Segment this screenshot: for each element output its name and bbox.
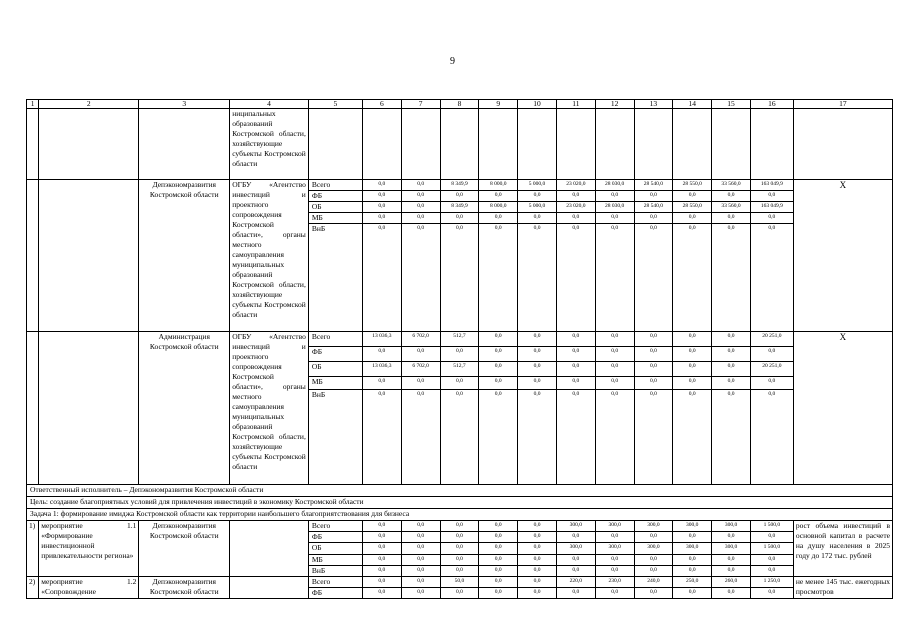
value-cell: 8 000,0 (479, 202, 518, 213)
value-cell: 23 020,0 (556, 180, 595, 191)
header-row (27, 100, 893, 109)
value-cell: 0,0 (362, 224, 401, 332)
value-cell: 0,0 (595, 191, 634, 202)
value-cell: 163 049,9 (750, 180, 793, 191)
value-cell: 28 030,0 (595, 202, 634, 213)
responsible-row-text: Ответственный исполнитель – Депэкономразвития Костромской области (27, 485, 893, 497)
value-cell: 5 000,0 (518, 180, 557, 191)
value-cell: 0,0 (750, 588, 793, 599)
value-cell: 33 560,0 (712, 180, 751, 191)
measure-name-cell: мероприятие 1.2 «Сопровождение (39, 577, 139, 599)
col-header: 13 (634, 100, 673, 109)
value-cell: 0,0 (634, 390, 673, 485)
value-cell: 28 540,0 (634, 202, 673, 213)
value-cell: 0,0 (362, 555, 401, 566)
value-cell: 0,0 (518, 577, 557, 588)
row-number (27, 332, 39, 485)
value-cell: 0,0 (712, 362, 751, 377)
value-cell: 0,0 (595, 362, 634, 377)
value-cell: 300,0 (595, 543, 634, 555)
value-cell: 0,0 (479, 191, 518, 202)
responsible-cell: Администрация Костромской области (139, 332, 230, 485)
value-cell: 28 030,0 (595, 180, 634, 191)
value-cell: 0,0 (518, 390, 557, 485)
value-cell: 0,0 (479, 347, 518, 362)
value-cell: 0,0 (634, 566, 673, 577)
value-cell: 8 000,0 (479, 180, 518, 191)
value-cell: 0,0 (401, 390, 440, 485)
value-cell: 512,7 (440, 362, 479, 377)
value-cell: 0,0 (712, 332, 751, 347)
value-cell: 0,0 (712, 377, 751, 390)
col-header: 9 (479, 100, 518, 109)
funding-row (27, 180, 893, 191)
value-cell: 0,0 (673, 588, 712, 599)
value-cell: 0,0 (401, 347, 440, 362)
col-header: 15 (712, 100, 751, 109)
value-cell: 0,0 (440, 224, 479, 332)
value-cell: 0,0 (401, 213, 440, 224)
value-cell: 0,0 (712, 532, 751, 543)
value-cell: 8 349,9 (440, 202, 479, 213)
funding-row (27, 577, 893, 588)
funding-source: ФБ (308, 532, 362, 543)
value-cell: 0,0 (712, 588, 751, 599)
cell (27, 109, 39, 180)
value-cell: 300,0 (712, 521, 751, 532)
value-cell: 0,0 (634, 532, 673, 543)
funding-source: МБ (308, 377, 362, 390)
value-cell: 0,0 (556, 332, 595, 347)
value-cell: 8 349,9 (440, 180, 479, 191)
cell (712, 109, 751, 180)
value-cell: 33 560,0 (712, 202, 751, 213)
value-cell: 163 049,9 (750, 202, 793, 213)
value-cell: 0,0 (362, 191, 401, 202)
result-cell: рост объема инвестиций в основной капитал в расчете на душу населения в 2025 году до 172 тыс. рублей (793, 521, 892, 577)
value-cell: 0,0 (440, 390, 479, 485)
value-cell: 0,0 (712, 224, 751, 332)
value-cell: 13 036,3 (362, 332, 401, 347)
value-cell: 0,0 (518, 332, 557, 347)
executor-cell: ОГБУ «Агентство инвестиций и проектного сопровождения Костромской области», органы местного самоуправления муниципальных образований Костромской области, хозяйствующие субъекты Костромской области (230, 332, 309, 485)
value-cell: 300,0 (673, 521, 712, 532)
value-cell: 0,0 (556, 347, 595, 362)
value-cell: 0,0 (673, 555, 712, 566)
value-cell: 0,0 (479, 566, 518, 577)
value-cell: 0,0 (401, 555, 440, 566)
measure-name-cell (39, 180, 139, 332)
value-cell: 0,0 (401, 202, 440, 213)
value-cell: 0,0 (712, 191, 751, 202)
value-cell: 0,0 (750, 555, 793, 566)
col-header: 2 (39, 100, 139, 109)
value-cell: 0,0 (750, 213, 793, 224)
value-cell: 0,0 (518, 555, 557, 566)
value-cell: 5 000,0 (518, 202, 557, 213)
value-cell: 0,0 (634, 213, 673, 224)
value-cell: 0,0 (401, 224, 440, 332)
value-cell: 0,0 (401, 577, 440, 588)
value-cell: 0,0 (362, 588, 401, 599)
cell (39, 109, 139, 180)
value-cell: 0,0 (479, 390, 518, 485)
col-header: 11 (556, 100, 595, 109)
value-cell: 300,0 (556, 521, 595, 532)
cell (440, 109, 479, 180)
value-cell: 0,0 (440, 347, 479, 362)
value-cell: 0,0 (518, 213, 557, 224)
value-cell: 260,0 (712, 577, 751, 588)
value-cell: 300,0 (673, 543, 712, 555)
col-header: 16 (750, 100, 793, 109)
value-cell: 0,0 (362, 390, 401, 485)
value-cell: 0,0 (595, 532, 634, 543)
value-cell: 0,0 (556, 566, 595, 577)
funding-source: ОБ (308, 543, 362, 555)
value-cell: 300,0 (712, 543, 751, 555)
value-cell: 300,0 (634, 543, 673, 555)
task-row (27, 509, 893, 521)
value-cell: 0,0 (479, 577, 518, 588)
value-cell: 20 251,0 (750, 332, 793, 347)
value-cell: 0,0 (634, 588, 673, 599)
value-cell: 0,0 (440, 555, 479, 566)
value-cell: 0,0 (595, 390, 634, 485)
value-cell: 0,0 (556, 532, 595, 543)
value-cell: 0,0 (401, 191, 440, 202)
funding-row (27, 332, 893, 347)
value-cell: 0,0 (712, 566, 751, 577)
value-cell: 0,0 (401, 180, 440, 191)
value-cell: 0,0 (479, 362, 518, 377)
value-cell: 0,0 (401, 543, 440, 555)
value-cell: 0,0 (556, 213, 595, 224)
value-cell: 0,0 (362, 566, 401, 577)
value-cell: 0,0 (440, 532, 479, 543)
value-cell: 0,0 (595, 588, 634, 599)
responsible-row (27, 485, 893, 497)
value-cell: 0,0 (479, 213, 518, 224)
value-cell: 0,0 (362, 202, 401, 213)
value-cell: 0,0 (712, 347, 751, 362)
value-cell: 0,0 (556, 377, 595, 390)
value-cell: 0,0 (362, 532, 401, 543)
value-cell: 0,0 (518, 224, 557, 332)
result-cell: X (793, 332, 892, 485)
funding-source: ФБ (308, 347, 362, 362)
value-cell: 0,0 (634, 224, 673, 332)
executor-cell (230, 521, 309, 577)
value-cell: 0,0 (479, 332, 518, 347)
col-header: 6 (362, 100, 401, 109)
funding-source: МБ (308, 555, 362, 566)
value-cell: 0,0 (712, 213, 751, 224)
col-header: 14 (673, 100, 712, 109)
value-cell: 0,0 (440, 377, 479, 390)
value-cell: 0,0 (750, 377, 793, 390)
value-cell: 0,0 (634, 332, 673, 347)
funding-source: Всего (308, 332, 362, 347)
cell (479, 109, 518, 180)
value-cell: 0,0 (440, 588, 479, 599)
col-header: 4 (230, 100, 309, 109)
funding-source: Всего (308, 180, 362, 191)
value-cell: 300,0 (634, 521, 673, 532)
value-cell: 0,0 (712, 390, 751, 485)
value-cell: 0,0 (595, 566, 634, 577)
funding-source: ОБ (308, 362, 362, 377)
value-cell: 240,0 (634, 577, 673, 588)
measure-name-cell (39, 332, 139, 485)
responsible-cell: Депэкономразвития Костромской области (139, 180, 230, 332)
value-cell: 0,0 (634, 555, 673, 566)
page-number: 9 (450, 56, 455, 67)
value-cell: 20 251,0 (750, 362, 793, 377)
value-cell: 0,0 (556, 362, 595, 377)
value-cell: 0,0 (479, 532, 518, 543)
value-cell: 0,0 (401, 588, 440, 599)
col-header: 5 (308, 100, 362, 109)
value-cell: 0,0 (518, 347, 557, 362)
value-cell: 0,0 (362, 543, 401, 555)
goal-row-text: Цель: создание благоприятных условий для привлечения инвестиций в экономику Костромской области (27, 497, 893, 509)
value-cell: 0,0 (634, 377, 673, 390)
value-cell: 0,0 (401, 532, 440, 543)
value-cell: 512,7 (440, 332, 479, 347)
executor-cell (230, 577, 309, 599)
value-cell: 0,0 (518, 362, 557, 377)
value-cell: 0,0 (595, 377, 634, 390)
value-cell: 0,0 (673, 224, 712, 332)
responsible-cell: Депэкономразвития Костромской области (139, 521, 230, 577)
value-cell: 0,0 (556, 588, 595, 599)
col-header: 17 (793, 100, 892, 109)
result-cell: не менее 145 тыс. ежегодных просмотров (793, 577, 892, 599)
value-cell: 1 250,0 (750, 577, 793, 588)
value-cell: 0,0 (440, 521, 479, 532)
executor-cell: ниципальных образований Костромской области, хозяйствующие субъекты Костромской области (230, 109, 309, 180)
value-cell: 300,0 (595, 521, 634, 532)
value-cell: 0,0 (673, 347, 712, 362)
value-cell: 0,0 (673, 332, 712, 347)
value-cell: 28 550,0 (673, 180, 712, 191)
value-cell: 1 500,0 (750, 543, 793, 555)
funding-row (27, 521, 893, 532)
value-cell: 0,0 (362, 180, 401, 191)
value-cell: 0,0 (595, 213, 634, 224)
cell (308, 109, 362, 180)
row-number (27, 180, 39, 332)
value-cell: 0,0 (362, 577, 401, 588)
value-cell: 0,0 (750, 566, 793, 577)
value-cell: 0,0 (750, 347, 793, 362)
col-header: 1 (27, 100, 39, 109)
value-cell: 0,0 (634, 362, 673, 377)
value-cell: 0,0 (673, 362, 712, 377)
col-header: 7 (401, 100, 440, 109)
value-cell: 0,0 (518, 532, 557, 543)
value-cell: 0,0 (750, 224, 793, 332)
funding-source: ФБ (308, 191, 362, 202)
value-cell: 0,0 (595, 332, 634, 347)
value-cell: 0,0 (518, 566, 557, 577)
funding-source: ВнБ (308, 566, 362, 577)
value-cell: 0,0 (673, 213, 712, 224)
responsible-cell: Депэкономразвития Костромской области (139, 577, 230, 599)
value-cell: 0,0 (440, 213, 479, 224)
value-cell: 0,0 (712, 555, 751, 566)
value-cell: 300,0 (556, 543, 595, 555)
measure-name-cell: мероприятие 1.1 «Формирование инвестиционной привлекательности региона» (39, 521, 139, 577)
funding-source: ОБ (308, 202, 362, 213)
value-cell: 0,0 (440, 543, 479, 555)
cell (139, 109, 230, 180)
value-cell: 0,0 (750, 532, 793, 543)
value-cell: 0,0 (518, 191, 557, 202)
value-cell: 230,0 (595, 577, 634, 588)
value-cell: 0,0 (673, 377, 712, 390)
value-cell: 1 500,0 (750, 521, 793, 532)
value-cell: 0,0 (518, 543, 557, 555)
value-cell: 0,0 (595, 347, 634, 362)
continued-row (27, 109, 893, 180)
executor-cell: ОГБУ «Агентство инвестиций и проектного сопровождения Костромской области», органы местного самоуправления муниципальных образований Костромской области, хозяйствующие субъекты Костромской области (230, 180, 309, 332)
budget-table (26, 99, 893, 599)
value-cell: 0,0 (401, 377, 440, 390)
value-cell: 0,0 (518, 588, 557, 599)
task-row-text: Задача 1: формирование имиджа Костромской области как территории наибольшего благоприятствования для бизнеса (27, 509, 893, 521)
value-cell: 28 540,0 (634, 180, 673, 191)
value-cell: 6 702,0 (401, 332, 440, 347)
value-cell: 0,0 (634, 347, 673, 362)
result-cell: X (793, 180, 892, 332)
value-cell: 0,0 (673, 191, 712, 202)
value-cell: 28 550,0 (673, 202, 712, 213)
cell (750, 109, 793, 180)
col-header: 10 (518, 100, 557, 109)
value-cell: 0,0 (479, 555, 518, 566)
value-cell: 0,0 (673, 532, 712, 543)
value-cell: 0,0 (595, 555, 634, 566)
row-number: 1) (27, 521, 39, 577)
col-header: 12 (595, 100, 634, 109)
value-cell: 250,0 (673, 577, 712, 588)
cell (793, 109, 892, 180)
value-cell: 0,0 (401, 566, 440, 577)
cell (362, 109, 401, 180)
value-cell: 0,0 (479, 588, 518, 599)
funding-source: МБ (308, 213, 362, 224)
value-cell: 0,0 (518, 377, 557, 390)
value-cell: 23 020,0 (556, 202, 595, 213)
funding-source: ВнБ (308, 224, 362, 332)
value-cell: 6 702,0 (401, 362, 440, 377)
value-cell: 0,0 (479, 377, 518, 390)
funding-source: Всего (308, 521, 362, 532)
row-number: 2) (27, 577, 39, 599)
value-cell: 50,0 (440, 577, 479, 588)
value-cell: 0,0 (362, 213, 401, 224)
value-cell: 0,0 (518, 521, 557, 532)
value-cell: 0,0 (673, 390, 712, 485)
value-cell: 0,0 (556, 224, 595, 332)
cell (518, 109, 557, 180)
goal-row (27, 497, 893, 509)
cell (595, 109, 634, 180)
value-cell: 0,0 (556, 555, 595, 566)
value-cell: 0,0 (401, 521, 440, 532)
value-cell: 0,0 (595, 224, 634, 332)
cell (556, 109, 595, 180)
value-cell: 0,0 (556, 390, 595, 485)
value-cell: 220,0 (556, 577, 595, 588)
value-cell: 0,0 (556, 191, 595, 202)
value-cell: 0,0 (479, 543, 518, 555)
table-body (27, 100, 893, 599)
value-cell: 0,0 (479, 521, 518, 532)
value-cell: 0,0 (479, 224, 518, 332)
value-cell: 0,0 (362, 377, 401, 390)
value-cell: 0,0 (673, 566, 712, 577)
value-cell: 0,0 (362, 347, 401, 362)
value-cell: 0,0 (440, 191, 479, 202)
col-header: 8 (440, 100, 479, 109)
funding-source: ВнБ (308, 390, 362, 485)
cell (634, 109, 673, 180)
cell (673, 109, 712, 180)
value-cell: 0,0 (440, 566, 479, 577)
cell (401, 109, 440, 180)
value-cell: 0,0 (634, 191, 673, 202)
funding-source: ФБ (308, 588, 362, 599)
col-header: 3 (139, 100, 230, 109)
funding-source: Всего (308, 577, 362, 588)
value-cell: 13 036,3 (362, 362, 401, 377)
value-cell: 0,0 (362, 521, 401, 532)
value-cell: 0,0 (750, 390, 793, 485)
value-cell: 0,0 (750, 191, 793, 202)
